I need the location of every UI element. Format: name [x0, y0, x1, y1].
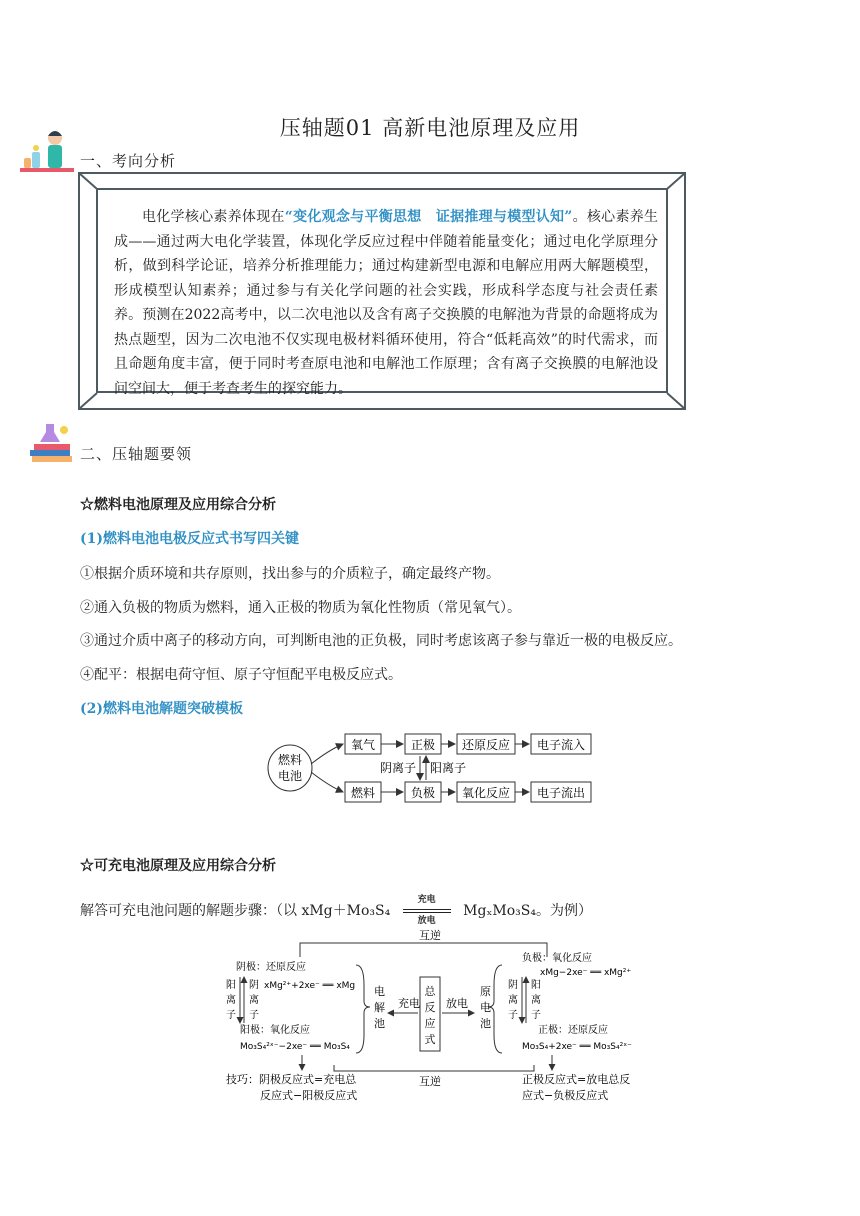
- tip-left-1: 技巧：阴极反应式=充电总: [226, 1073, 357, 1086]
- fuel-bottom-negative: 负极: [410, 786, 436, 800]
- right-yin-3: 子: [508, 1010, 518, 1021]
- intro-text-pre: 电化学核心素养体现在: [142, 209, 285, 225]
- intro-text-post: 。核心素养生成——通过两大电化学装置，体现化学反应过程中伴随着能量变化；通过电化学原理分析，做到科学论证，培养分析推理能力；通过构建新型电源和电解应用两大解题模型，形成模型认知素养；通过参与有关化学问题的社会实践，形成科学态度与社会责任素养。预测在2022高考中，以二次电池以及含有离子交换膜的电解池为背景的命题将成为热点题型，因为二次电池不仅实现电极材料循环使用，符合“低耗高效”的时代需求，而且命题角度丰富，便于同时考查原电池和电解池工作原理；含有离子交换膜的电解池设问空间大，便于考查考生的探究能力。: [114, 209, 659, 397]
- fuel-item-4: ④配平：根据电荷守恒、原子守恒配平电极反应式。: [80, 667, 402, 683]
- fuel-top-reduction: 还原反应: [461, 738, 511, 752]
- recharge-intro-pre: 解答可充电池问题的解题步骤：（以: [80, 903, 302, 919]
- fuel-bottom-oxidation: 氧化反应: [461, 786, 511, 800]
- intro-paragraph: [114, 205, 658, 401]
- left-yin-2: 离: [249, 995, 259, 1006]
- right-pos-eq: Mo₃S₄+2xe⁻ ══ Mo₃S₄²ˣ⁻: [522, 1042, 632, 1052]
- center-4: 式: [424, 1033, 436, 1046]
- arrow-charge-label: 充电: [417, 895, 436, 905]
- recharge-intro: [80, 895, 592, 926]
- right-neg-eq: xMg−2xe⁻ ══ xMg²⁺: [540, 968, 632, 978]
- section-heading-essentials: 二、压轴题要领: [80, 445, 193, 463]
- tip-left-2: 反应式−阳极反应式: [260, 1089, 358, 1102]
- recharge-eq-right: MgₓMo₃S₄。为例）: [463, 903, 592, 919]
- fuel-item-3: ③通过介质中离子的移动方向，可判断电池的正负极，同时考虑该离子参与靠近一极的电极反应。: [80, 633, 682, 649]
- fuel-bottom-electron-out: 电子流出: [536, 786, 586, 800]
- page-title: 压轴题01 高新电池原理及应用: [279, 116, 581, 140]
- fuel-heading: ☆燃料电池原理及应用综合分析: [80, 497, 276, 513]
- fuel-item-2: ②通入负极的物质为燃料，通入正极的物质为氧化性物质（常见氧气）。: [80, 600, 521, 616]
- recharge-eq-left: xMg＋Mo₃S₄: [301, 903, 391, 919]
- fuel-bottom-fuel: 燃料: [350, 786, 376, 800]
- books-flask-icon: [28, 420, 78, 466]
- left-cathode-title: 阴极：还原反应: [236, 962, 306, 973]
- fuel-sub-heading-1: (1)燃料电池电极反应式书写四关键: [80, 531, 299, 547]
- section-heading-analysis: 一、考向分析: [80, 152, 177, 170]
- fuel-sub-heading-2: (2)燃料电池解题突破模板: [80, 701, 243, 717]
- recharge-diagram: [222, 925, 652, 1110]
- right-cell-3: 池: [480, 1017, 491, 1030]
- center-1: 总: [424, 985, 436, 998]
- center-2: 反: [424, 1001, 436, 1014]
- discharge-label: 放电: [446, 997, 468, 1010]
- arrow-discharge-label: 放电: [417, 916, 436, 926]
- left-anode-eq: Mo₃S₄²ˣ⁻−2xe⁻ ══ Mo₃S₄: [240, 1042, 350, 1052]
- tip-right-2: 应式−负极反应式: [522, 1089, 609, 1102]
- fuel-top-oxygen: 氧气: [350, 738, 376, 752]
- left-yang-1: 阳: [226, 980, 236, 991]
- recharge-heading: ☆可充电池原理及应用综合分析: [80, 858, 276, 874]
- left-yang-3: 子: [226, 1010, 236, 1021]
- right-yang-3: 子: [531, 1010, 541, 1021]
- intro-highlight: “变化观念与平衡思想 证据推理与模型认知”: [284, 209, 573, 225]
- right-cell-1: 原: [480, 985, 491, 998]
- left-yin-3: 子: [249, 1010, 259, 1021]
- right-neg-title: 负极：氧化反应: [522, 953, 592, 964]
- right-yin-2: 离: [508, 995, 518, 1006]
- left-yin-1: 阴: [249, 980, 259, 991]
- left-yang-2: 离: [226, 995, 236, 1006]
- right-pos-title: 正极：还原反应: [538, 1025, 608, 1036]
- fuel-center-2: 电池: [277, 769, 303, 783]
- left-cell-1: 电: [374, 985, 385, 998]
- left-cell-2: 解: [374, 1001, 385, 1014]
- left-cell-3: 池: [374, 1017, 385, 1030]
- right-yang-1: 阳: [531, 980, 541, 991]
- mutual-bottom-label: 互逆: [419, 1075, 441, 1088]
- center-3: 应: [424, 1017, 436, 1030]
- charge-label: 充电: [398, 997, 420, 1010]
- fuel-top-positive: 正极: [410, 738, 436, 752]
- fuel-top-electron-in: 电子流入: [536, 738, 586, 752]
- fuel-item-1: ①根据介质环境和共存原则，找出参与的介质粒子，确定最终产物。: [80, 566, 500, 582]
- right-yin-1: 阴: [508, 980, 518, 991]
- fuel-cation-label: 阳离子: [430, 761, 467, 775]
- left-anode-title: 阳极：氧化反应: [240, 1025, 310, 1036]
- reversible-arrow: [401, 895, 453, 926]
- fuel-anion-label: 阴离子: [379, 761, 416, 775]
- left-cathode-eq: xMg²⁺+2xe⁻ ══ xMg: [264, 981, 356, 991]
- fuel-center-1: 燃料: [277, 753, 303, 767]
- mutual-top-label: 互逆: [419, 929, 441, 942]
- right-cell-2: 电: [480, 1001, 491, 1014]
- right-yang-2: 离: [531, 995, 541, 1006]
- tip-right-1: 正极反应式=放电总反: [522, 1073, 631, 1086]
- fuel-cell-diagram: [265, 728, 600, 810]
